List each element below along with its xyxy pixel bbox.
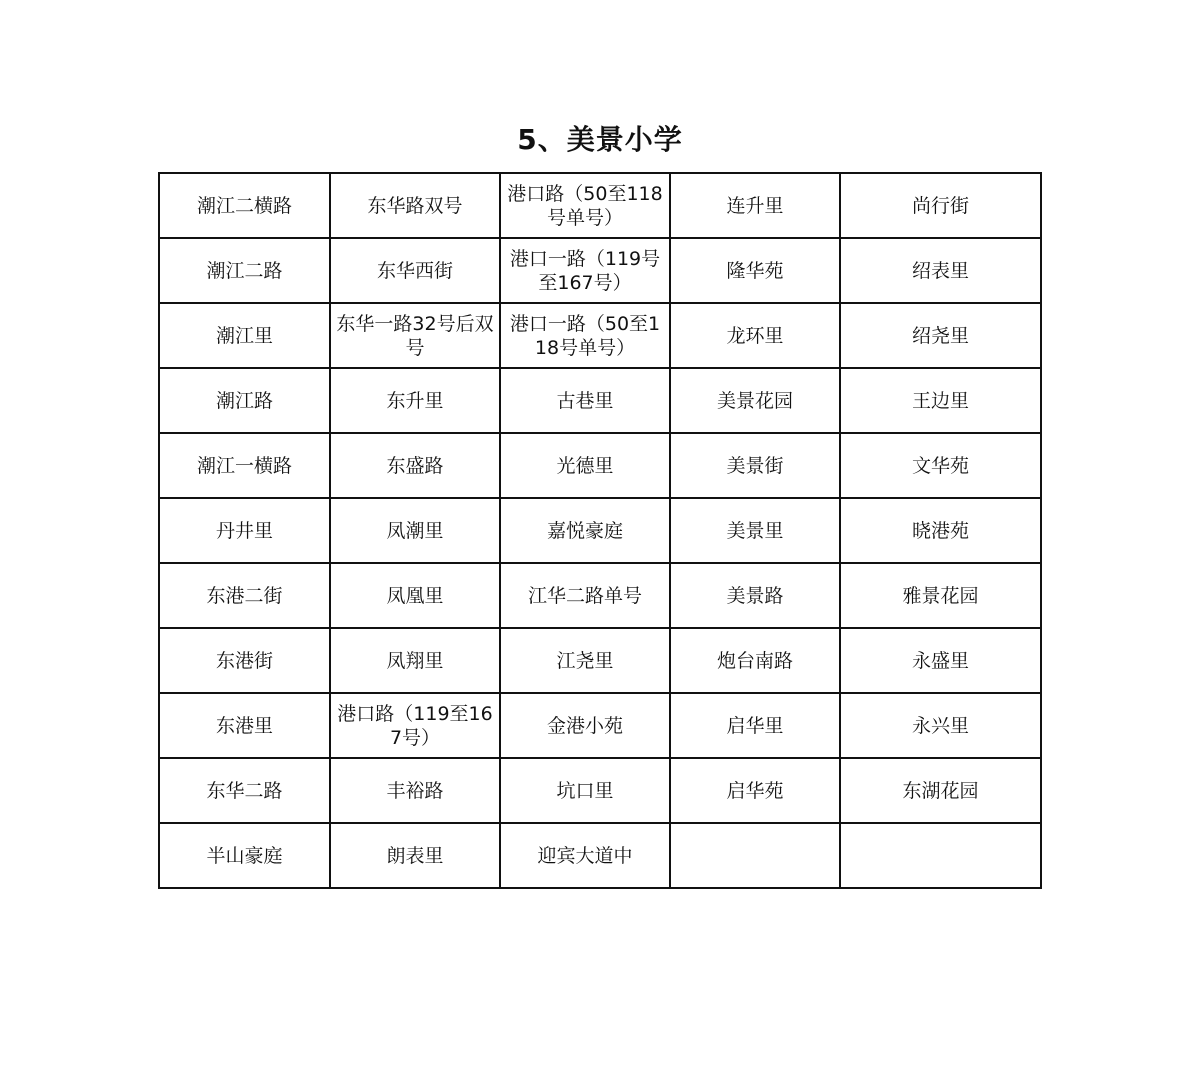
- table-cell: 坑口里: [500, 758, 670, 823]
- street-list-table: [158, 172, 1042, 889]
- table-cell: 绍尧里: [840, 303, 1041, 368]
- table-cell: 潮江路: [159, 368, 330, 433]
- table-cell: 嘉悦豪庭: [500, 498, 670, 563]
- table-cell: 江尧里: [500, 628, 670, 693]
- table-cell: 丰裕路: [330, 758, 500, 823]
- table-cell: 金港小苑: [500, 693, 670, 758]
- table-cell: 龙环里: [670, 303, 840, 368]
- table-cell: 美景路: [670, 563, 840, 628]
- table-cell: 潮江二横路: [159, 173, 330, 238]
- table-cell: 凤翔里: [330, 628, 500, 693]
- table-cell: 凤潮里: [330, 498, 500, 563]
- table-cell: 东华西街: [330, 238, 500, 303]
- table-cell: 古巷里: [500, 368, 670, 433]
- table-cell: 迎宾大道中: [500, 823, 670, 888]
- page-title: 5、美景小学: [517, 123, 683, 156]
- table-cell: 丹井里: [159, 498, 330, 563]
- table-cell: 凤凰里: [330, 563, 500, 628]
- table-cell: 半山豪庭: [159, 823, 330, 888]
- table-row: [159, 758, 1041, 823]
- table-cell: 东华路双号: [330, 173, 500, 238]
- table-cell: 港口一路（50至118号单号）: [500, 303, 670, 368]
- table-row: [159, 693, 1041, 758]
- table-cell: 王边里: [840, 368, 1041, 433]
- table-cell: 东华一路32号后双号: [330, 303, 500, 368]
- table-cell: 永兴里: [840, 693, 1041, 758]
- table-row: [159, 498, 1041, 563]
- table-cell: 潮江一横路: [159, 433, 330, 498]
- table-cell: 启华苑: [670, 758, 840, 823]
- table-row: [159, 173, 1041, 238]
- table-cell: 东港街: [159, 628, 330, 693]
- table-row: [159, 238, 1041, 303]
- table-cell: 东盛路: [330, 433, 500, 498]
- table-cell: 永盛里: [840, 628, 1041, 693]
- table-cell: 潮江二路: [159, 238, 330, 303]
- table-cell: 东升里: [330, 368, 500, 433]
- table-cell: 港口路（50至118号单号）: [500, 173, 670, 238]
- table-cell: 美景花园: [670, 368, 840, 433]
- table-cell: 尚行街: [840, 173, 1041, 238]
- table-cell: 港口路（119至167号）: [330, 693, 500, 758]
- table-cell: 东港里: [159, 693, 330, 758]
- table-cell: 朗表里: [330, 823, 500, 888]
- table-cell: 东华二路: [159, 758, 330, 823]
- table-row: [159, 433, 1041, 498]
- table-cell: 港口一路（119号至167号）: [500, 238, 670, 303]
- table-row: [159, 563, 1041, 628]
- table-cell: 晓港苑: [840, 498, 1041, 563]
- table-cell: 文华苑: [840, 433, 1041, 498]
- table-cell: 江华二路单号: [500, 563, 670, 628]
- table-cell: 炮台南路: [670, 628, 840, 693]
- table-row: [159, 628, 1041, 693]
- table-cell: 绍表里: [840, 238, 1041, 303]
- table-cell: 东湖花园: [840, 758, 1041, 823]
- table-cell: 美景里: [670, 498, 840, 563]
- table-cell: 东港二街: [159, 563, 330, 628]
- table-cell: 启华里: [670, 693, 840, 758]
- table-row: [159, 823, 1041, 888]
- table-cell: 光德里: [500, 433, 670, 498]
- table-cell: 连升里: [670, 173, 840, 238]
- table-cell: 雅景花园: [840, 563, 1041, 628]
- table-cell: 美景街: [670, 433, 840, 498]
- table-cell-empty: [840, 823, 1041, 888]
- table-cell: 潮江里: [159, 303, 330, 368]
- table-cell: 隆华苑: [670, 238, 840, 303]
- table-row: [159, 368, 1041, 433]
- table-cell-empty: [670, 823, 840, 888]
- table-row: [159, 303, 1041, 368]
